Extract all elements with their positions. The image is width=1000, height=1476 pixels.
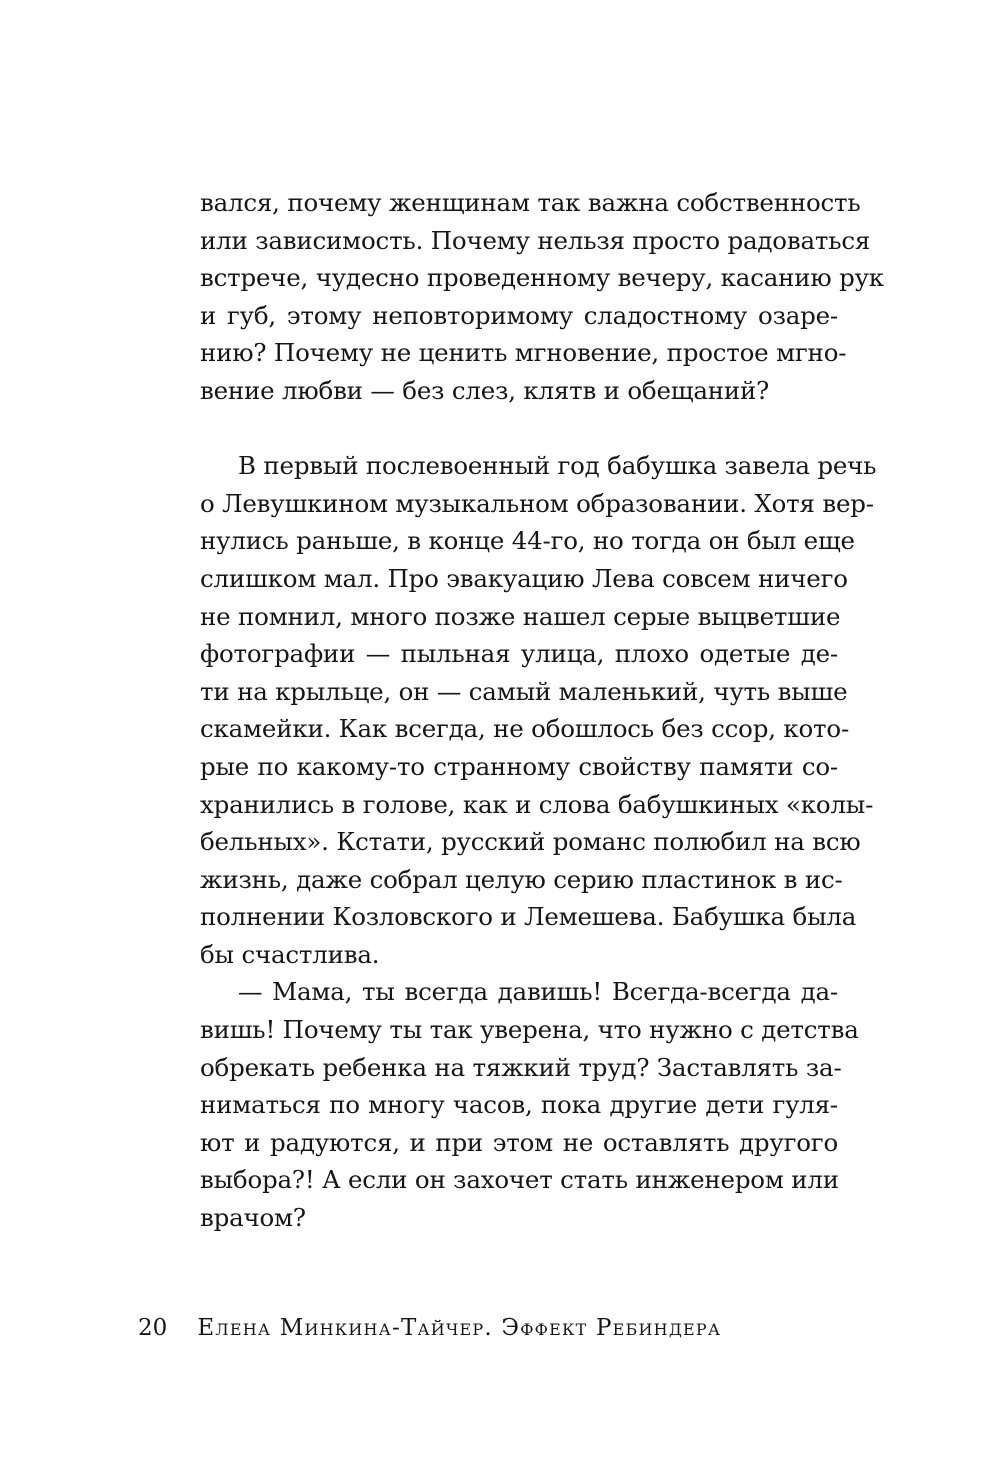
running-head: Елена Минкина-Тайчер. Эффект Ребиндера (197, 1315, 722, 1341)
text-line: ют и радуются, и при этом не оставлять другого (200, 1127, 838, 1157)
text-line: ти на крыльце, он — самый маленький, чуть выше (200, 676, 848, 706)
paragraph-1 (200, 184, 884, 410)
text-line: полнении Козловского и Лемешева. Бабушка была (200, 902, 857, 932)
text-line: выбора?! А если он захочет стать инженером или (200, 1165, 839, 1195)
text-line: или зависимость. Почему нельзя просто радоваться (200, 225, 871, 255)
text-line: — Мама, ты всегда давишь! Всегда-всегда да- (238, 977, 838, 1007)
page-footer (138, 1313, 721, 1343)
text-line: фотографии — пыльная улица, плохо одетые де- (200, 639, 838, 669)
text-line: врачом? (200, 1203, 306, 1233)
text-line: обрекать ребенка на тяжкий труд? Заставлять за- (200, 1052, 842, 1082)
text-line: нулись раньше, в конце 44-го, но тогда он был еще (200, 526, 855, 556)
text-line: слишком мал. Про эвакуацию Лева совсем ничего (200, 563, 848, 593)
section-break (200, 410, 838, 448)
page-number: 20 (138, 1315, 168, 1341)
text-line: хранились в голове, как и слова бабушкиных «колы- (200, 789, 874, 819)
text-line: и губ, этому неповторимому сладостному озаре- (200, 300, 838, 330)
paragraph-3 (200, 973, 859, 1236)
text-line: бы счастлива. (200, 939, 380, 969)
text-line: встрече, чудесно проведенному вечеру, касанию рук (200, 263, 884, 293)
text-line: жизнь, даже собрал целую серию пластинок в ис- (200, 864, 843, 894)
text-line: вение любви — без слез, клятв и обещаний? (200, 375, 770, 405)
text-line: о Левушкином музыкальном образовании. Хотя вер- (200, 488, 874, 518)
text-line: нию? Почему не ценить мгновение, простое мгно- (200, 338, 847, 368)
text-line: В первый послевоенный год бабушка завела речь (238, 451, 877, 481)
text-line: ниматься по многу часов, пока другие дети гуля- (200, 1090, 838, 1120)
text-line: вишь! Почему ты так уверена, что нужно с детства (200, 1015, 859, 1045)
paragraph-2 (200, 447, 877, 973)
text-line: скамейки. Как всегда, не обошлось без ссор, кото- (200, 714, 850, 744)
text-line: вался, почему женщинам так важна собственность (200, 188, 861, 217)
text-line: не помнил, много позже нашел серые выцветшие (200, 601, 841, 631)
text-line: бельных». Кстати, русский романс полюбил на всю (200, 827, 861, 857)
page-body (200, 184, 884, 1237)
text-line: рые по какому-то странному свойству памяти со- (200, 751, 838, 781)
